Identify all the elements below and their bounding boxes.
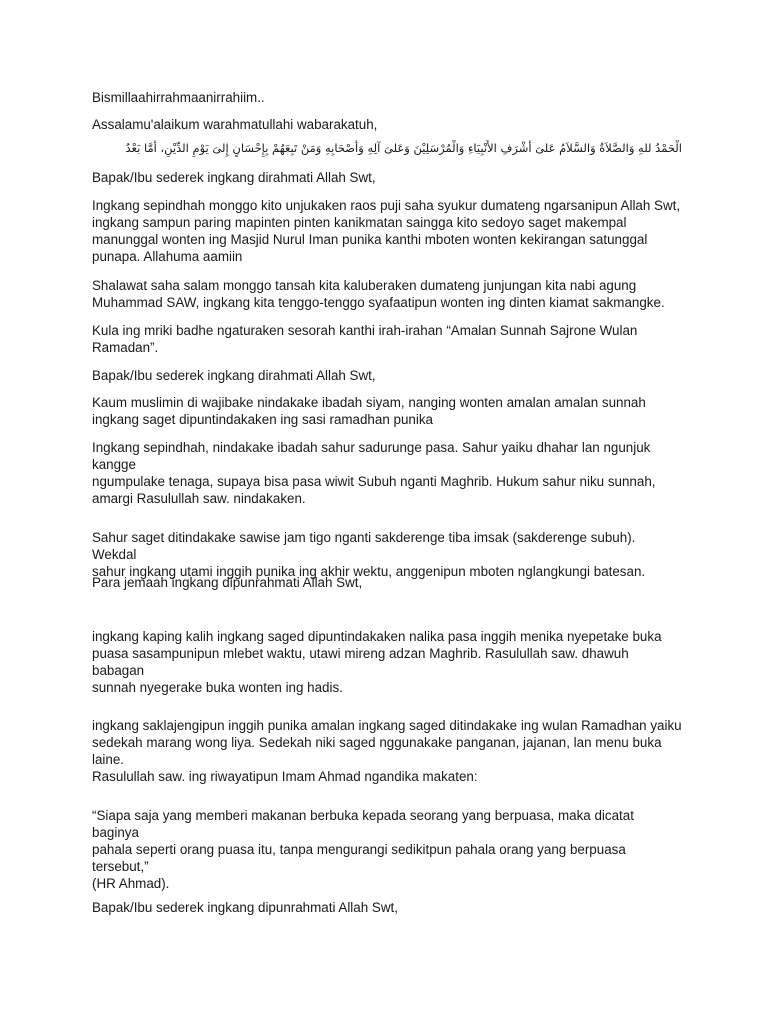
paragraph-sedekah: ingkang saklajengipun inggih punika amalan ingkang saged ditindakake ing wulan Ramadhan yaiku sedekah marang wong liya. Sedekah niki saged nggunakake panganan, jajanan, lan menu buka laine. Rasulullah saw. ing riwayatipun Imam Ahmad ngandika makaten: xyxy=(92,718,682,784)
paragraph-topic: Kula ing mriki badhe ngaturaken sesorah kanthi irah-irahan “Amalan Sunnah Sajrone Wulan Ramadan”. xyxy=(92,323,638,355)
opening-basmala: Bismillaahirrahmaanirrahiim.. xyxy=(92,90,265,105)
paragraph-buka-puasa: ingkang kaping kalih ingkang saged dipuntindakaken nalika pasa inggih menika nyepetake buka puasa sasampunipun mlebet waktu, utawi mireng adzan Maghrib. Rasulullah saw. dhawuh babagan sunnah nyegerake buka wonten ing hadis. xyxy=(92,629,662,695)
audience-address-2: Bapak/Ibu sederek ingkang dirahmati Allah Swt, xyxy=(92,368,376,383)
audience-address-1: Bapak/Ibu sederek ingkang dirahmati Allah Swt, xyxy=(92,170,376,185)
paragraph-sunnah-intro: Kaum muslimin di wajibake nindakake ibadah siyam, nanging wonten amalan amalan sunnah ingkang saget dipuntindakaken ing sasi ramadhan punika xyxy=(92,395,646,427)
paragraph-sahur: Ingkang sepindhah, nindakake ibadah sahur sadurunge pasa. Sahur yaiku dhahar lan ngunjuk kangge ngumpulake tenaga, supaya bisa pasa wiwit Subuh nganti Maghrib. Hukum sahur niku sunnah, amargi Rasulullah saw. nindakaken. xyxy=(92,440,656,506)
audience-address-3: Para jemaah ingkang dipunrahmati Allah Swt, xyxy=(92,575,363,590)
paragraph-shalawat: Shalawat saha salam monggo tansah kita kaluberaken dumateng junjungan kita nabi agung Muhammad SAW, ingkang kita tenggo-tenggo syafaatipun wonten ing dinten kiamat sakmangke. xyxy=(92,278,665,310)
arabic-opening-prayer: الْحَمْدُ للهِ وَالصَّلاَةُ وَالسَّلاَمُ عَلىَ أَشْرَفِ الأَنْبِيَاءِ وَالْمُرْسَلِيْنَ وَعَلىَ آلِهِ وَأَصْحَابِهِ وَمَنْ تَبِعَهُمْ بِإِحْسَانٍ إِلىَ يَوْمِ الدِّيْنِ، أَمَّا بَعْدُ xyxy=(125,141,682,155)
audience-address-4: Bapak/Ibu sederek ingkang dipunrahmati Allah Swt, xyxy=(92,900,398,915)
opening-greeting: Assalamu'alaikum warahmatullahi wabarakatuh, xyxy=(92,117,378,132)
hadith-quote: “Siapa saja yang memberi makanan berbuka kepada seorang yang berpuasa, maka dicatat baginya pahala seperti orang puasa itu, tanpa mengurangi sedikitpun pahala orang yang berpuasa tersebut,” (HR Ahmad). xyxy=(92,808,634,891)
paragraph-gratitude: Ingkang sepindhah monggo kito unjukaken raos puji saha syukur dumateng ngarsanipun Allah Swt, ingkang sampun paring mapinten pinten kanikmatan saingga kito sedoyo saget makempal manunggal wonten ing Masjid Nurul Iman punika kanthi mboten wonten kekirangan satunggal punapa. Allahuma aamiin xyxy=(92,198,681,264)
paragraph-sahur-time: Sahur saget ditindakake sawise jam tigo nganti sakderenge tiba imsak (sakderenge subuh). Wekdal sahur ingkang utami inggih punika ing akhir wektu, anggenipun mboten nglangkungi batesan. xyxy=(92,530,646,579)
